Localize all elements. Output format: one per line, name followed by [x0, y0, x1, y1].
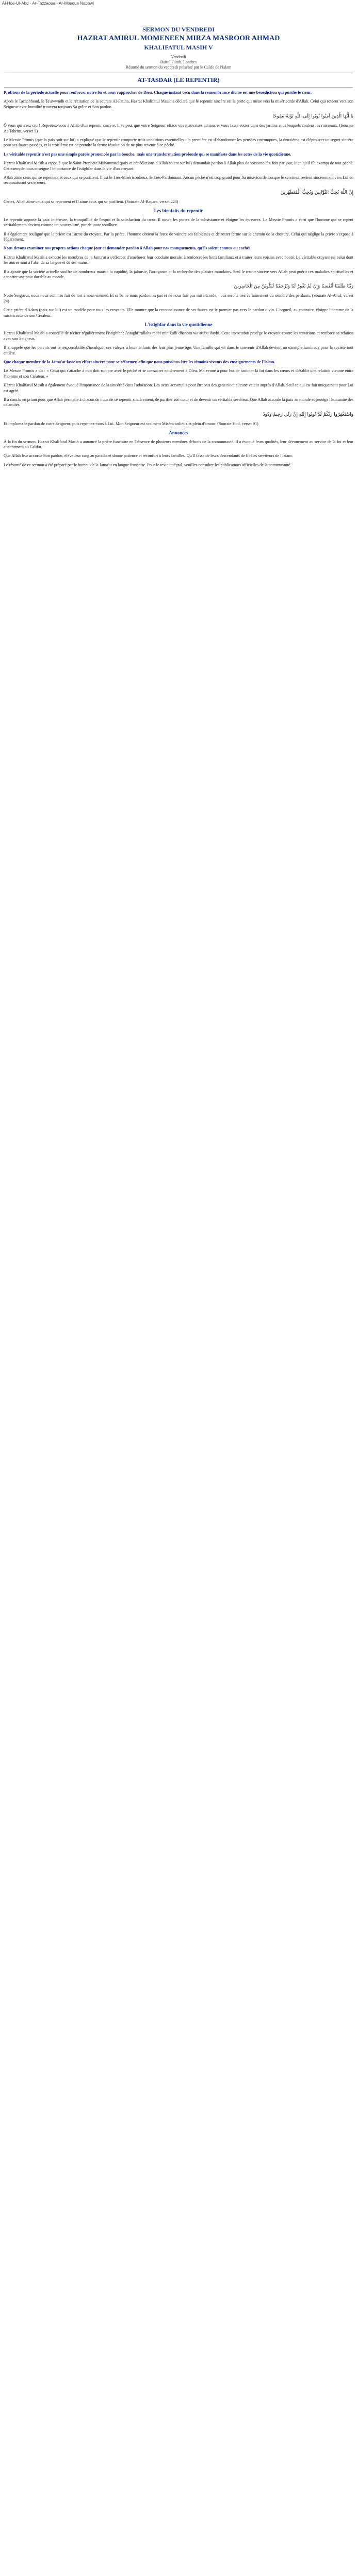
arabic-verse: إِنَّ اللَّهَ يُحِبُّ التَّوَّابِينَ وَيُحِبُّ الْمُتَطَهِّرِينَ [280, 190, 353, 195]
sermon-paragraph: Il a rappelé que les parents ont la responsabilité d'inculquer ces valeurs à leurs enfants dès leur plus jeune âge. Une famille qui vit dans le souvenir d'Allah devient un exemple lumineux pour la société tout entière. [4, 345, 353, 355]
sermon-paragraph: Nous devons examiner nos propres actions chaque jour et demander pardon à Allah pour nos manquements, qu'ils soient connus ou cachés. [4, 246, 252, 251]
sermon-paragraph: Hazrat Khalifatul Masih a également évoqué l'importance de la sincérité dans l'adoration. Les actes accomplis pour être vus des gens n'ont aucune valeur auprès d'Allah. Seul ce qui est fait uniquement pour Lui est agréé. [4, 383, 353, 393]
sermon-paragraph: Le véritable repentir n'est pas une simple parole prononcée par la bouche, mais une transformation profonde qui se manifeste dans les actes de la vie quotidienne. [4, 151, 291, 157]
sermon-paragraph: Il a ajouté que la société actuelle souffre de nombreux maux : la cupidité, la jalousie, l'arrogance et la recherche des plaisirs mondains. Seul le retour sincère vers Allah peut guérir ces maladies spirituelles et apporter une paix durable au monde. [4, 269, 353, 279]
sermon-paragraph: Profitons de la période actuelle pour renforcer notre foi et nous rapprocher de Dieu. Chaque instant vécu dans la remembrance divine est une bénédiction qui purifie le cœur. [4, 90, 312, 95]
sermon-paragraph: Il a conclu en priant pour que Allah permette à chacun de nous de se repentir sincèrement, de purifier son cœur et de devenir un véritable serviteur. Que Allah accorde la paix au monde et protège l'humanité des calamités. [4, 397, 353, 408]
arabic-verse: وَاسْتَغْفِرُوا رَبَّكُمْ ثُمَّ تُوبُوا إِلَيْهِ إِنَّ رَبِّي رَحِيمٌ وَدُودٌ [263, 412, 353, 417]
sermon-paragraph: Que Allah leur accorde Son pardon, élève leur rang au paradis et donne patience et réconfort à leurs familles. Qu'Il fasse de leurs descendants de fidèles serviteurs de l'Islam. [4, 453, 293, 459]
sermon-place: Baitul Futuh, Londres [160, 60, 197, 64]
sermon-summary-note: Résumé du sermon du vendredi présenté par le Calife de l'Islam [125, 65, 232, 70]
sermon-paragraph: Cette prière d'Adam (paix sur lui) est un modèle pour tous les croyants. Elle montre que la reconnaissance de ses fautes est le premier pas vers le pardon divin. L'orgueil, au contraire, éloigne l'homme de la miséricorde de son Créateur. [4, 308, 353, 318]
sermon-paragraph: Ô vous qui avez cru ! Repentez-vous à Allah d'un repentir sincère. Il se peut que votre Seigneur efface vos mauvaises actions et vous fasse entrer dans des jardins sous lesquels coulent les ruisseaux. (Sourate At-Tahrim, verset 9) [4, 123, 353, 133]
title-block [0, 26, 357, 70]
sermon-paragraph: Le résumé de ce sermon a été préparé par le bureau de la Jama'at en langue française. Pour le texte intégral, veuillez consulter les publications officielles de la communauté. [4, 462, 291, 467]
sermon-date: Vendredi [171, 55, 186, 59]
subheading: Annonces [169, 430, 188, 436]
sermon-paragraph: Notre Seigneur, nous nous sommes fait du tort à nous-mêmes. Et si Tu ne nous pardonnes pas et ne nous fais pas miséricorde, nous serons très certainement du nombre des perdants. (Sourate Al-A'raf, verset 24) [4, 293, 353, 303]
sermon-type-title: SERMON DU VENDREDI [142, 26, 215, 33]
sermon-paragraph: Le Messie Promis (que la paix soit sur lui) a expliqué que le repentir comporte trois conditions essentielles : la première est d'abandonner les pensées corrompues, la deuxième est d'éprouver un regret sincère pour ses fautes passées, et la troisième est de prendre la ferme résolution de ne plus revenir à ce péché. [4, 138, 353, 148]
sermon-paragraph: Après le Tachahhoud, le Ta'awwudh et la récitation de la sourate Al-Fatiha, Hazrat Khalifatul Masih a déclaré que le repentir sincère est la porte qui mène vers la miséricorde d'Allah. Celui qui revient vers son Seigneur avec humilité trouvera toujours Sa grâce et Son pardon. [4, 99, 353, 109]
arabic-verse: يَا أَيُّهَا الَّذِينَ آمَنُوا تُوبُوا إِلَى اللَّهِ تَوْبَةً نَصُوحًا [272, 114, 353, 120]
sermon-paragraph: Certes, Allah aime ceux qui se repentent et Il aime ceux qui se purifient. (Sourate Al-Baqara, verset 223) [4, 199, 178, 204]
section-heading: AT-TASDAR (LE REPENTIR) [137, 76, 220, 83]
sermon-paragraph: Hazrat Khalifatul Masih a exhorté les membres de la Jama'at à s'efforcer d'améliorer leur conduite morale, à renforcer les liens familiaux et à traiter leurs voisins avec bonté. Le véritable croyant est celui dont les autres sont à l'abri de sa langue et de ses mains. [4, 255, 353, 265]
subheading: Les bienfaits du repentir [154, 208, 203, 214]
sermon-paragraph: Le repentir apporte la paix intérieure, la tranquillité de l'esprit et la satisfaction du cœur. Il ouvre les portes de la subsistance et éloigne les épreuves. Le Messie Promis a écrit que l'homme qui se repent véritablement devient comme un nouveau-né, pur de toute souillure. [4, 217, 353, 228]
author-subtitle: KHALIFATUL MASIH V [144, 44, 213, 51]
sermon-paragraph: Il a également souligné que la prière est l'arme du croyant. Par la prière, l'homme obtient la force de vaincre ses faiblesses et de rester ferme sur le chemin de la droiture. Celui qui néglige la prière s'expose à l'égarement. [4, 231, 353, 242]
sermon-paragraph: Allah aime ceux qui se repentent et ceux qui se purifient. Il est le Très-Miséricordieux, le Très-Pardonnant. Aucun péché n'est trop grand pour Sa miséricorde lorsque le serviteur revient sincèrement vers Lui en reconnaissant ses erreurs. [4, 175, 353, 185]
divider [4, 87, 353, 88]
sermon-paragraph: Que chaque membre de la Jama'at fasse un effort sincère pour se réformer, afin que nous puissions être les témoins vivants des enseignements de l'Islam. [4, 360, 275, 364]
page-header [0, 0, 357, 24]
sermon-paragraph: Hazrat Khalifatul Masih a conseillé de réciter régulièrement l'istighfar : Astaghfirullaha rabbi min kulli dhanbin wa atubu ilayhi. Cette invocation protège le croyant contre les tentations et renforce sa relation avec son Seigneur. [4, 331, 353, 341]
arabic-verse: رَبَّنَا ظَلَمْنَا أَنْفُسَنَا وَإِنْ لَمْ تَغْفِرْ لَنَا وَتَرْحَمْنَا لَنَكُونَنَّ مِنَ الْخَاسِرِينَ [234, 284, 353, 290]
author-title: HAZRAT AMIRUL MOMENEEN MIRZA MASROOR AHMAD [77, 35, 280, 42]
sermon-paragraph: Hazrat Khalifatul Masih a rappelé que le Saint Prophète Muhammad (paix et bénédictions d'Allah soient sur lui) demandait pardon à Allah plus de soixante-dix fois par jour, bien qu'il fût exempt de tout péché. Cet exemple nous enseigne l'importance de l'istighfar dans la vie d'un croyant. [4, 161, 353, 171]
sermon-body [0, 90, 357, 468]
subheading: L'istighfar dans la vie quotidienne [144, 321, 213, 327]
sermon-paragraph: À la fin du sermon, Hazrat Khalifatul Masih a annoncé la prière funéraire en l'absence de plusieurs membres défunts de la communauté. Il a évoqué leurs qualités, leur dévouement au service de la foi et leur attachement au Califat. [4, 439, 353, 450]
breadcrumb: Al-Hoe-Ul-Abd - Ar-Tazzaoua - Ar-Mosque Nabawi [2, 1, 94, 6]
sermon-paragraph: Et implorez le pardon de votre Seigneur, puis repentez-vous à Lui. Mon Seigneur est vraiment Miséricordieux et plein d'amour. (Sourate Hud, verset 91) [4, 421, 258, 426]
sermon-paragraph: Le Messie Promis a dit : « Celui qui s'attache à moi doit rompre avec le péché et se consacrer entièrement à Dieu. Ma venue a pour but de ranimer la foi dans les cœurs et d'établir une relation vivante entre l'homme et son Créateur. » [4, 368, 353, 379]
